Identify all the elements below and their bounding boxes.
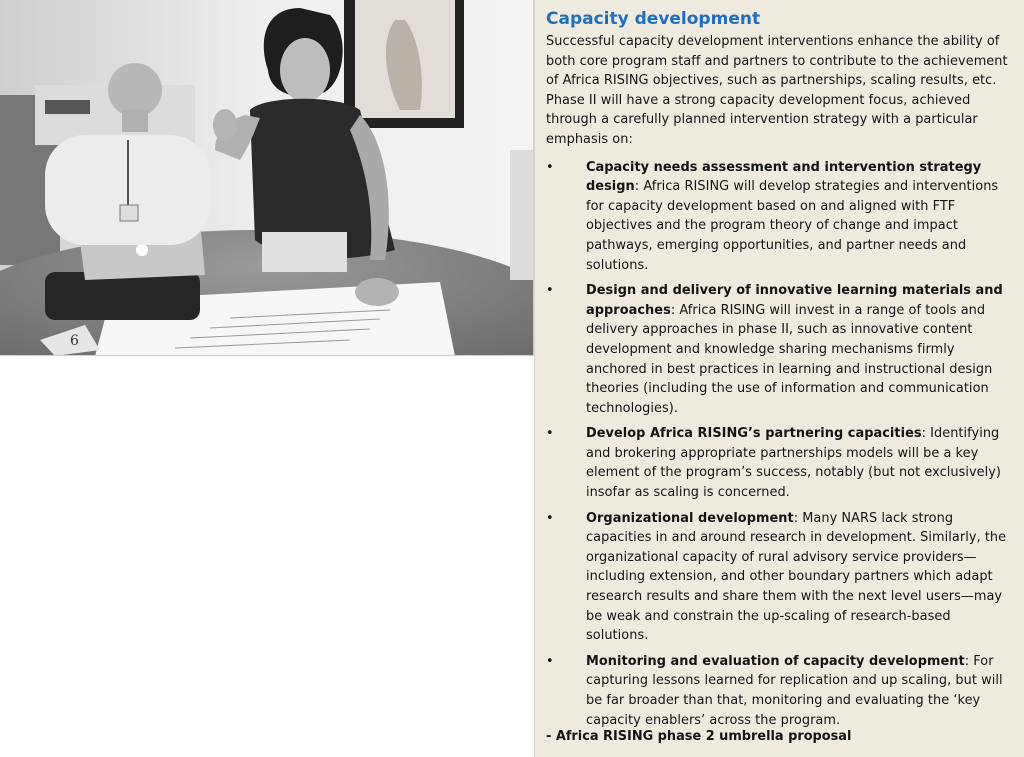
list-item-term: Monitoring and evaluation of capacity development	[586, 653, 965, 669]
section-heading: Capacity development	[546, 9, 761, 29]
list-item	[546, 509, 1012, 646]
list-item	[546, 424, 1012, 502]
list-item-text: : Identifying and brokering appropriate partnerships models will be a key element of the program’s success, notably (but not exclusively) insofar as scaling is concerned.	[586, 426, 1002, 501]
list-item-text: : Many NARS lack strong capacities in and around research in development. Similarly, the organizational capacity of rural advisory service providers—including extension, and other boundary partners which adapt research results and share them with the next level users—may be weak and constrain the up-scaling of research-based solutions.	[586, 510, 1007, 644]
bullet-marker: •	[546, 653, 554, 669]
table-card-number: 6	[70, 333, 79, 349]
list-item-text: : Africa RISING will develop strategies and interventions for capacity development based on and aligned with FTF objectives and the program theory of change and impact pathways, emerging opportunities, and partner needs and solutions.	[586, 179, 999, 273]
list-item-text: : For capturing lessons learned for replication and up scaling, but will be far broader than that, monitoring and evaluating the ‘key capacity enablers’ across the program.	[586, 653, 1003, 728]
bullet-marker: •	[546, 283, 554, 299]
list-item-term: Organizational development	[586, 510, 794, 526]
intro-paragraph: Successful capacity development interventions enhance the ability of both core program staff and partners to contribute to the achievement of Africa RISING objectives, such as partnerships, scaling results, etc. Phase II will have a strong capacity development focus, achieved through a carefully planned intervention strategy with a particular emphasis on:	[546, 34, 1008, 147]
list-item	[546, 652, 1012, 730]
capacity-development-panel	[534, 0, 1024, 757]
list-item	[546, 281, 1012, 418]
bullet-marker: •	[546, 510, 554, 526]
list-item-term: Develop Africa RISING’s partnering capacities	[586, 426, 922, 442]
workshop-photo-image	[0, 0, 534, 356]
workshop-photo	[0, 0, 534, 356]
list-item-text: : Africa RISING will invest in a range of tools and delivery approaches in phase II, such as innovative content development and knowledge sharing mechanisms firmly anchored in best practices in learning and instructional design theories (including the use of information and communication technologies).	[586, 302, 993, 416]
list-item-term: Design and delivery of innovative learning materials and approaches	[586, 283, 1003, 318]
list-item	[546, 158, 1012, 276]
bullet-marker: •	[546, 159, 554, 175]
emphasis-list	[546, 158, 1012, 731]
bullet-marker: •	[546, 426, 554, 442]
source-citation: - Africa RISING phase 2 umbrella proposal	[546, 729, 852, 744]
list-item-term: Capacity needs assessment and intervention strategy design	[586, 159, 982, 195]
